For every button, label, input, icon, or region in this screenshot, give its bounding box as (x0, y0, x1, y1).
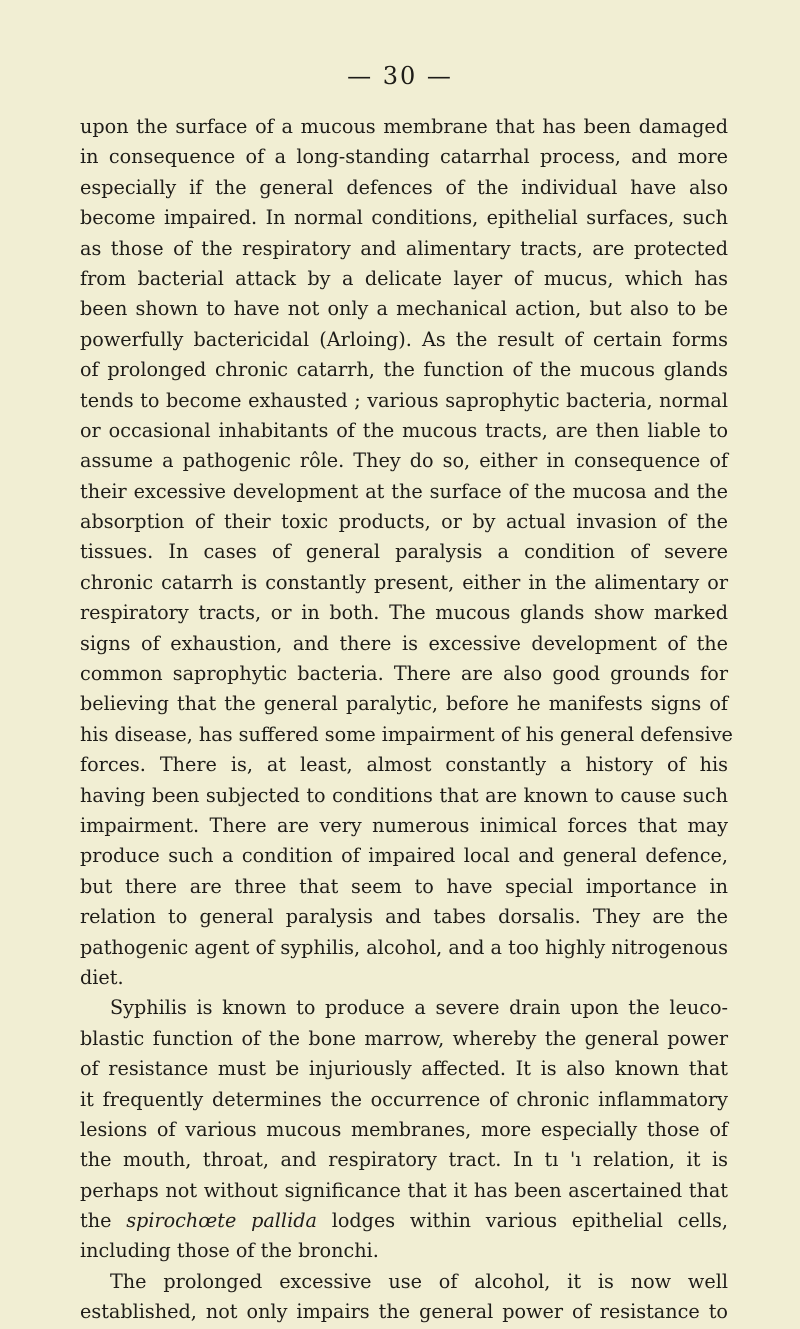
text-line: relation to general paralysis and tabes dorsalis. They are the (80, 905, 728, 929)
text-line: assume a pathogenic rôle. They do so, either in consequence of (80, 449, 728, 473)
text-line: lesions of various mucous membranes, more especially those of (80, 1117, 728, 1141)
text-line: forces. There is, at least, almost constantly a history of his (80, 753, 728, 777)
text-line: of resistance must be injuriously affected. It is also known that (80, 1057, 728, 1081)
text-line: their excessive development at the surface of the mucosa and the (80, 479, 728, 503)
text-line: produce such a condition of impaired local and general defence, (80, 844, 728, 868)
text-line: diet. (80, 965, 124, 989)
text-line: common saprophytic bacteria. There are also good grounds for (80, 662, 728, 686)
text-line: perhaps not without significance that it has been ascertained that (80, 1178, 728, 1202)
text-line: including those of the bronchi. (80, 1239, 379, 1263)
text-line: been shown to have not only a mechanical action, but also to be (80, 297, 728, 321)
text-line: having been subjected to conditions that are known to cause such (80, 783, 728, 807)
text-line: it frequently determines the occurrence of chronic inflammatory (80, 1087, 728, 1111)
text-line: respiratory tracts, or in both. The mucous glands show marked (80, 601, 728, 625)
text-line: blastic function of the bone marrow, whereby the general power (80, 1026, 728, 1050)
text-line: or occasional inhabitants of the mucous tracts, are then liable to (80, 418, 728, 442)
text-line: but there are three that seem to have special importance in (80, 874, 728, 898)
text-line: The prolonged excessive use of alcohol, it is now well (110, 1269, 728, 1293)
text-line: tissues. In cases of general paralysis a condition of severe (80, 540, 728, 564)
text-line: become impaired. In normal conditions, epithelial surfaces, such (80, 206, 728, 230)
text-line: Syphilis is known to produce a severe drain upon the leuco- (110, 996, 728, 1020)
text-line: believing that the general paralytic, before he manifests signs of (80, 692, 728, 716)
text-line: impairment. There are very numerous inimical forces that may (80, 813, 728, 837)
page-number: — 30 — (347, 62, 453, 90)
text-line: the mouth, throat, and respiratory tract. In tı 'ı relation, it is (80, 1148, 728, 1172)
italic-term: spirochœte pallida (126, 1209, 317, 1233)
text-line: established, not only impairs the general power of resistance to (80, 1300, 728, 1324)
body-text (80, 112, 733, 1328)
text-line: powerfully bactericidal (Arloing). As the result of certain forms (80, 327, 728, 351)
text-run: lodges within various epithelial cells, (316, 1209, 728, 1233)
text-line: of prolonged chronic catarrh, the function of the mucous glands (80, 358, 728, 382)
text-line: absorption of their toxic products, or by actual invasion of the (80, 510, 728, 534)
text-line: chronic catarrh is constantly present, either in the alimentary or (80, 570, 728, 594)
text-line (80, 1206, 728, 1236)
text-line: tends to become exhausted ; various saprophytic bacteria, normal (80, 388, 728, 412)
text-line: signs of exhaustion, and there is excessive development of the (80, 631, 728, 655)
text-line: pathogenic agent of syphilis, alcohol, and a too highly nitrogenous (80, 935, 728, 959)
text-line: from bacterial attack by a delicate layer of mucus, which has (80, 266, 728, 290)
text-line: as those of the respiratory and alimentary tracts, are protected (80, 236, 728, 260)
text-line: upon the surface of a mucous membrane that has been damaged (80, 115, 728, 138)
text-run: the (80, 1209, 127, 1233)
text-line: in consequence of a long-standing catarrhal process, and more (80, 145, 728, 169)
text-line: his disease, has suffered some impairment of his general defensive (80, 722, 733, 746)
text-line: especially if the general defences of the individual have also (80, 175, 728, 199)
